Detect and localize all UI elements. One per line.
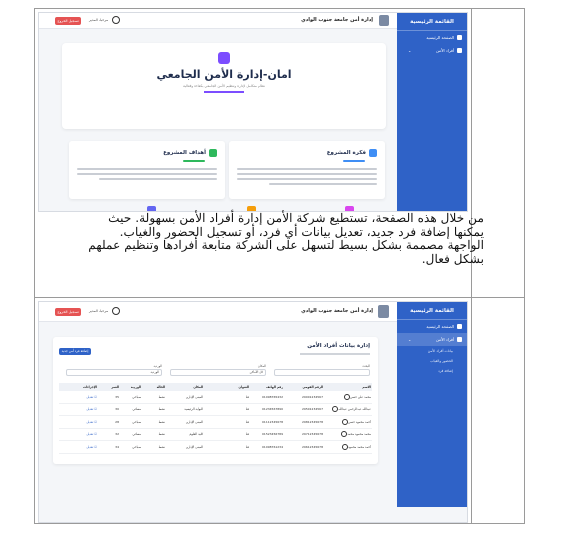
sidebar-item-home[interactable] xyxy=(397,31,467,44)
sidebar-item-home[interactable] xyxy=(397,320,467,333)
table-cell xyxy=(142,395,166,399)
cell-text: المبنى الإداري xyxy=(185,444,203,449)
shield-icon xyxy=(457,337,462,342)
guards-panel xyxy=(53,337,378,464)
sidebar-item-label: أفراد الأمن xyxy=(436,48,454,53)
column-header: الإجراءات xyxy=(83,385,97,389)
table-row xyxy=(59,391,372,404)
cell-text: 29612345678 xyxy=(302,444,323,449)
column-header: رقم الهاتف xyxy=(265,385,283,389)
cell-text: محمد علي حسن xyxy=(350,394,371,399)
sidebar-subitem-add-guard[interactable]: إضافة فرد xyxy=(438,369,453,373)
card-text-line xyxy=(269,183,377,185)
card-text-line xyxy=(77,168,217,170)
sidebar-title: القائمة الرئيسية xyxy=(397,302,467,320)
filter-label-search: البحث xyxy=(362,364,370,368)
cell-text: مسائي xyxy=(132,432,141,437)
card-text-line xyxy=(99,178,217,180)
topbar xyxy=(39,13,397,29)
table-cell xyxy=(142,420,166,424)
shield-icon xyxy=(218,52,230,64)
card-project-idea xyxy=(229,141,385,199)
edit-link[interactable] xyxy=(68,432,98,436)
logout-button[interactable]: تسجيل الخروج xyxy=(55,17,81,25)
topbar xyxy=(39,302,397,322)
table-cell xyxy=(142,407,166,411)
table-header xyxy=(59,383,372,391)
shield-icon xyxy=(457,48,462,53)
table-row xyxy=(59,441,372,454)
cell-text: 01098765432 xyxy=(262,394,283,399)
lightbulb-icon xyxy=(369,149,377,157)
shift-select[interactable]: الوردية xyxy=(66,369,162,376)
university-logo-icon xyxy=(379,15,389,26)
sidebar-item-label: الصفحة الرئيسية xyxy=(426,35,454,40)
cell-text: 01112345678 xyxy=(262,419,283,424)
table-cell xyxy=(250,420,284,424)
hero-title: امان-إدارة الأمن الجامعي xyxy=(156,68,292,81)
avatar-icon[interactable] xyxy=(112,16,120,24)
hero-underline xyxy=(204,91,244,93)
table-cell xyxy=(284,420,324,424)
table-cell xyxy=(142,432,166,436)
table-cell xyxy=(250,407,284,411)
document-table xyxy=(34,8,525,524)
cell-text: كلية العلوم xyxy=(189,432,203,437)
edit-link[interactable] xyxy=(68,420,98,424)
screenshot-guards xyxy=(38,301,468,523)
table-cell xyxy=(324,406,372,412)
cell-text: صباحي xyxy=(132,419,141,424)
card-text-line xyxy=(237,168,377,170)
cell-text: تعديل xyxy=(86,419,94,424)
guards-table xyxy=(59,383,372,454)
sidebar xyxy=(397,302,467,507)
checkbox-icon[interactable]: ☑ xyxy=(93,394,97,399)
cell-text: أحمد محمد محمود xyxy=(348,444,371,449)
card-title: أهداف المشروع xyxy=(163,150,206,156)
checkbox-icon[interactable]: ☑ xyxy=(93,432,97,437)
cell-text: 32 xyxy=(115,432,119,437)
column-header: الرقم القومي xyxy=(302,385,323,389)
hero-card xyxy=(62,43,386,129)
app-title: إدارة أمن جامعة جنوب الوادي xyxy=(301,308,373,314)
sidebar-item-label: الصفحة الرئيسية xyxy=(426,324,454,329)
card-title: فكرة المشروع xyxy=(326,150,366,156)
edit-link[interactable] xyxy=(68,395,98,399)
checkbox-icon[interactable]: ☑ xyxy=(93,419,97,424)
cell-text: 35 xyxy=(115,394,119,399)
cell-text: تعديل xyxy=(86,394,94,399)
cell-text: نشط xyxy=(158,432,165,437)
column-header: العنوان xyxy=(238,385,249,389)
table-cell xyxy=(142,445,166,449)
table-cell xyxy=(166,432,204,436)
table-row xyxy=(59,404,372,417)
column-header: العمر xyxy=(111,385,119,389)
cell-text: المبنى الإداري xyxy=(185,394,203,399)
cell-text: قنا xyxy=(245,432,249,437)
edit-link[interactable] xyxy=(68,407,98,411)
cell-text: تعديل xyxy=(86,432,94,437)
description-paragraph: من خلال هذه الصفحة، تستطيع شركة الأمن إدارة أفراد الأمن بسهولة. حيث يمكنها إضافة فرد جديد، تعديل بيانات أي فرد، أو تسجيل الحضور والغياب. الواجهة مصممة بشكل بسيط لتسهل على الشركة متابعة أفرادها وتنظيم عملهم بشكل فعال. xyxy=(88,211,484,266)
table-cell xyxy=(204,445,250,449)
filter-label-location: المكان xyxy=(257,364,266,368)
table-cell xyxy=(120,395,142,399)
cell-text: قنا xyxy=(245,444,249,449)
screenshot-landing xyxy=(38,12,468,212)
location-select[interactable]: كل الأماكن xyxy=(170,369,266,376)
table-cell xyxy=(250,445,284,449)
table-cell xyxy=(324,444,372,450)
table-cell xyxy=(98,395,120,399)
table-cell xyxy=(284,445,324,449)
university-logo-icon xyxy=(378,305,389,318)
cell-text: صباحي xyxy=(132,444,141,449)
cell-text: تعديل xyxy=(86,444,94,449)
avatar-icon[interactable] xyxy=(112,307,120,315)
column-header: المكان xyxy=(193,385,203,389)
cell-text: قنا xyxy=(245,407,249,412)
table-cell xyxy=(204,395,250,399)
cell-text: قنا xyxy=(245,419,249,424)
card-underline xyxy=(183,160,205,162)
cell-text: 28 xyxy=(115,419,119,424)
table-row xyxy=(59,416,372,429)
cell-text: 01234567890 xyxy=(262,407,283,412)
column-header: الاسم xyxy=(362,385,371,389)
checkbox-icon[interactable]: ☑ xyxy=(93,444,97,449)
card-text-line xyxy=(237,178,377,180)
table-cell xyxy=(98,445,120,449)
table-row xyxy=(59,429,372,442)
table-cell xyxy=(284,407,324,411)
user-label: مرحبا، المدير xyxy=(89,18,109,22)
cell-text: 29812345678 xyxy=(302,419,323,424)
table-cell xyxy=(284,432,324,436)
cell-text: 29712345678 xyxy=(302,432,323,437)
sidebar-subitem-guards-data[interactable]: بيانات أفراد الأمن xyxy=(427,349,453,353)
checkbox-icon[interactable]: ☑ xyxy=(93,407,97,412)
table-cell xyxy=(98,432,120,436)
add-guard-button[interactable]: إضافة فرد أمن جديد xyxy=(59,348,91,355)
search-input[interactable] xyxy=(274,369,370,376)
sidebar-item-guards[interactable] xyxy=(397,333,467,346)
filter-label-shift: الوردية xyxy=(153,364,162,368)
table-cell xyxy=(120,420,142,424)
cell-text: 01098761234 xyxy=(262,444,283,449)
chevron-down-icon: ⌄ xyxy=(408,48,412,53)
table-cell xyxy=(204,407,250,411)
cell-text: محمد محمود محمد xyxy=(347,432,371,437)
cell-text: 34 xyxy=(115,444,119,449)
table-cell xyxy=(324,394,372,400)
card-underline xyxy=(343,160,365,162)
cell-text: نشط xyxy=(158,444,165,449)
sidebar xyxy=(397,13,467,211)
row-divider xyxy=(35,297,524,298)
cell-text: عبدالله عبدالرحمن عبدالله xyxy=(338,407,371,412)
sidebar-title: القائمة الرئيسية xyxy=(397,13,467,31)
hero-subtitle: نظام متكامل لإدارة وتنظيم الأمن الجامعي بكفاءة وفعالية xyxy=(182,84,266,88)
table-cell xyxy=(250,432,284,436)
cell-text: نشط xyxy=(158,419,165,424)
column-header: الحالة xyxy=(156,385,165,389)
logout-button[interactable]: تسجيل الخروج xyxy=(55,308,81,316)
panel-title: إدارة بيانات أفراد الأمن xyxy=(307,343,370,349)
cell-text: مسائي xyxy=(132,407,141,412)
cell-text: 01523456789 xyxy=(262,432,283,437)
sidebar-item-label: أفراد الأمن xyxy=(436,337,454,342)
table-cell xyxy=(166,395,204,399)
chevron-down-icon: ⌄ xyxy=(408,337,412,342)
cell-text: تعديل xyxy=(86,407,94,412)
table-cell xyxy=(98,407,120,411)
cell-text: المبنى الإداري xyxy=(185,419,203,424)
home-icon xyxy=(457,324,462,329)
card-project-goals xyxy=(69,141,225,199)
cell-text: أحمد محمود حسن xyxy=(348,419,371,424)
cell-text: قنا xyxy=(245,394,249,399)
table-cell xyxy=(250,395,284,399)
table-cell xyxy=(120,432,142,436)
edit-link[interactable] xyxy=(68,445,98,449)
target-icon xyxy=(209,149,217,157)
column-header: الوردية xyxy=(130,385,141,389)
cell-text: نشط xyxy=(158,394,165,399)
table-cell xyxy=(204,432,250,436)
sidebar-subitem-attendance[interactable]: الحضور والغياب xyxy=(430,359,453,363)
table-cell xyxy=(166,407,204,411)
table-cell xyxy=(284,395,324,399)
cell-text: 29001234567 xyxy=(302,394,323,399)
home-icon xyxy=(457,35,462,40)
table-cell xyxy=(98,420,120,424)
cell-text: نشط xyxy=(158,407,165,412)
table-cell xyxy=(120,445,142,449)
panel-subtitle xyxy=(300,353,370,355)
table-cell xyxy=(324,431,372,437)
user-label: مرحبا، المدير xyxy=(89,309,109,313)
cell-text: 29501234567 xyxy=(302,407,323,412)
table-cell xyxy=(324,419,372,425)
app-title: إدارة أمن جامعة جنوب الوادي xyxy=(301,17,373,23)
table-cell xyxy=(166,420,204,424)
table-cell xyxy=(166,445,204,449)
cell-text: البوابة الرئيسية xyxy=(184,407,203,412)
card-text-line xyxy=(237,173,377,175)
table-cell xyxy=(120,407,142,411)
cell-text: 30 xyxy=(115,407,119,412)
table-cell xyxy=(204,420,250,424)
sidebar-item-guards[interactable] xyxy=(397,44,467,57)
card-text-line xyxy=(77,173,217,175)
cell-text: صباحي xyxy=(132,394,141,399)
